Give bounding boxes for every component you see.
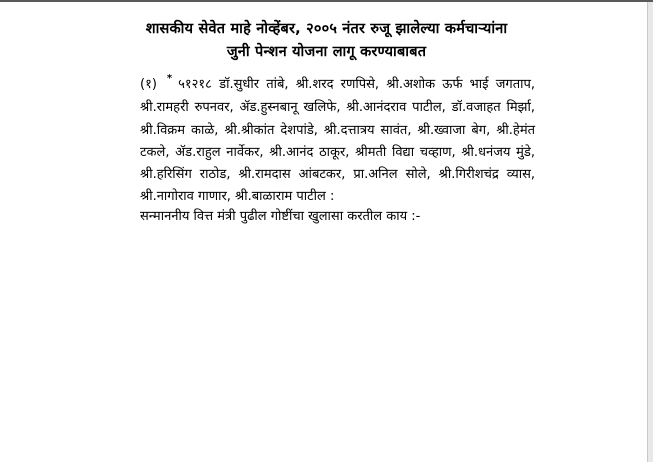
starred-question-marker: *: [166, 73, 173, 84]
question-number: (१): [140, 77, 157, 92]
window-top-border: [0, 0, 653, 2]
question-members-list: ५१२१८ डॉ.सुधीर तांबे, श्री.शरद रणपिसे, श्री.अशोक ऊर्फ भाई जगताप, श्री.रामहरी रुपनवर, ॲड.हुस्नबानू खलिफे, श्री.आनंदराव पाटील, डॉ.वजाहत मिर्झा, श्री.विक्रम काळे, श्री.श्रीकांत देशपांडे, श्री.दत्तात्रय सावंत, श्री.ख्वाजा बेग, श्री.हेमंत टकले, ॲड.राहुल नार्वेकर, श्री.आनंद ठाकूर, श्रीमती विद्या चव्हाण, श्री.धनंजय मुंडे, श्री.हरिसिंग राठोड, श्री.रामदास आंबटकर, प्रा.अनिल सोले, श्री.गिरीशचंद्र व्यास, श्री.नागोराव गाणार, श्री.बाळाराम पाटील :: [140, 77, 535, 205]
vertical-scrollbar[interactable]: [647, 2, 653, 462]
question-closing-line: सन्माननीय वित्त मंत्री पुढील गोष्टींचा खुलासा करतील काय :-: [140, 209, 421, 224]
document-title-line-1: शासकीय सेवेत माहे नोव्हेंबर, २००५ नंतर रुजू झालेल्या कर्मचाऱ्यांना: [145, 21, 508, 37]
question-paragraph: [140, 74, 535, 209]
document-title-line-2: जुनी पेन्शन योजना लागू करण्याबाबत: [226, 44, 427, 60]
